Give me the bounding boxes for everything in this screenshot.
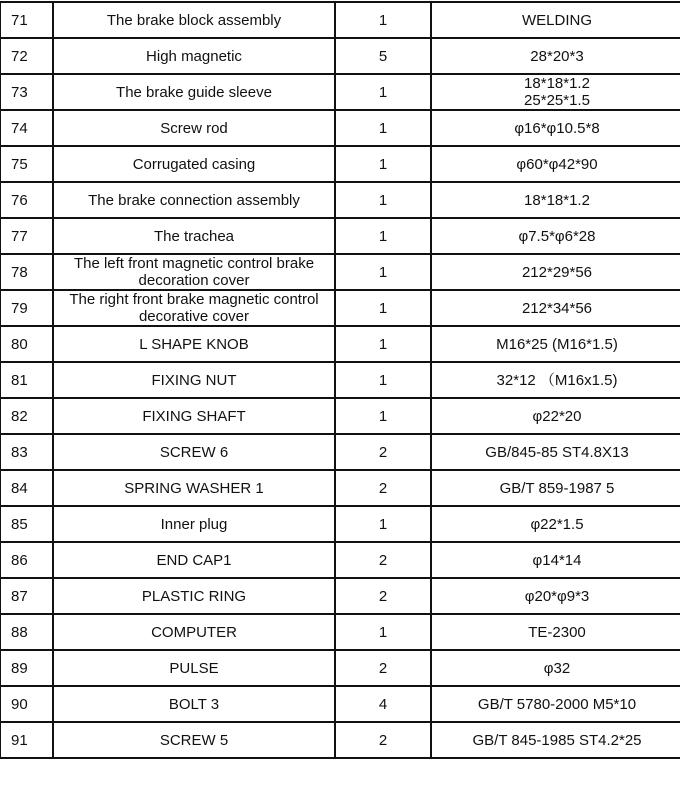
quantity-cell-text: 1 — [378, 263, 388, 281]
part-name-cell — [53, 650, 335, 686]
item-number-cell-text: 86 — [11, 551, 28, 569]
item-number-cell-text: 77 — [11, 227, 28, 245]
specification-cell-text: 28*20*3 — [530, 47, 584, 65]
item-number-cell — [0, 218, 53, 254]
specification-cell-text: φ14*14 — [532, 551, 582, 569]
item-number-cell-text: 89 — [11, 659, 28, 677]
quantity-cell — [335, 38, 431, 74]
quantity-cell-text: 1 — [378, 191, 388, 209]
specification-cell-text: GB/T 5780-2000 M5*10 — [477, 695, 637, 713]
quantity-cell — [335, 2, 431, 38]
table-row — [0, 650, 680, 686]
specification-cell — [431, 38, 680, 74]
part-name-cell-text: Screw rod — [160, 119, 228, 137]
specification-cell — [431, 614, 680, 650]
item-number-cell — [0, 650, 53, 686]
item-number-cell — [0, 398, 53, 434]
part-name-cell — [53, 218, 335, 254]
quantity-cell-text: 1 — [378, 119, 388, 137]
item-number-cell — [0, 74, 53, 110]
specification-cell-text: 25*25*1.5 — [524, 92, 590, 109]
specification-cell-text: M16*25 (M16*1.5) — [496, 335, 618, 353]
quantity-cell-text: 1 — [378, 299, 388, 317]
table-row — [0, 38, 680, 74]
specification-cell-text: φ32 — [543, 659, 571, 677]
part-name-cell-text: SPRING WASHER 1 — [124, 479, 264, 497]
specification-cell-text: 18*18*1.2 — [524, 75, 590, 92]
specification-cell-text: GB/T 845-1985 ST4.2*25 — [472, 731, 642, 749]
item-number-cell-text: 81 — [11, 371, 28, 389]
part-name-cell-text: The brake guide sleeve — [116, 83, 272, 101]
quantity-cell — [335, 362, 431, 398]
specification-cell-text: TE-2300 — [528, 623, 586, 641]
table-row — [0, 362, 680, 398]
quantity-cell — [335, 506, 431, 542]
table-row — [0, 722, 680, 758]
item-number-cell-text: 74 — [11, 119, 28, 137]
quantity-cell-text: 1 — [378, 83, 388, 101]
part-name-cell — [53, 38, 335, 74]
specification-cell-text: φ16*φ10.5*8 — [514, 119, 600, 137]
part-name-cell — [53, 110, 335, 146]
quantity-cell — [335, 290, 431, 326]
part-name-cell-text: The brake connection assembly — [88, 191, 300, 209]
quantity-cell-text: 1 — [378, 371, 388, 389]
specification-cell-text: WELDING — [521, 11, 592, 29]
part-name-cell — [53, 722, 335, 758]
specification-cell — [431, 146, 680, 182]
part-name-cell — [53, 398, 335, 434]
part-name-cell-text: SCREW 6 — [159, 443, 229, 461]
quantity-cell-text: 2 — [378, 731, 388, 749]
part-name-cell — [53, 578, 335, 614]
specification-cell — [431, 110, 680, 146]
specification-cell — [431, 506, 680, 542]
table-row — [0, 290, 680, 326]
quantity-cell — [335, 398, 431, 434]
quantity-cell — [335, 326, 431, 362]
table-row — [0, 110, 680, 146]
item-number-cell-text: 82 — [11, 407, 28, 425]
specification-cell — [431, 290, 680, 326]
table-row — [0, 218, 680, 254]
part-name-cell — [53, 686, 335, 722]
item-number-cell — [0, 578, 53, 614]
item-number-cell-text: 80 — [11, 335, 28, 353]
item-number-cell-text: 87 — [11, 587, 28, 605]
part-name-cell-text: END CAP1 — [156, 551, 232, 569]
quantity-cell — [335, 542, 431, 578]
table-row — [0, 2, 680, 38]
table-row — [0, 146, 680, 182]
table-row — [0, 74, 680, 110]
part-name-cell-text: decorative cover — [138, 308, 250, 325]
table-row — [0, 398, 680, 434]
part-name-cell-text: Inner plug — [160, 515, 228, 533]
quantity-cell — [335, 74, 431, 110]
specification-cell — [431, 470, 680, 506]
quantity-cell — [335, 578, 431, 614]
specification-cell-text: 212*34*56 — [521, 299, 593, 317]
quantity-cell — [335, 146, 431, 182]
item-number-cell-text: 71 — [11, 11, 28, 29]
item-number-cell — [0, 470, 53, 506]
item-number-cell-text: 91 — [11, 731, 28, 749]
item-number-cell — [0, 326, 53, 362]
quantity-cell-text: 1 — [378, 227, 388, 245]
quantity-cell — [335, 470, 431, 506]
specification-cell-text: 212*29*56 — [521, 263, 593, 281]
part-name-cell — [53, 506, 335, 542]
quantity-cell-text: 2 — [378, 443, 388, 461]
item-number-cell-text: 84 — [11, 479, 28, 497]
part-name-cell — [53, 146, 335, 182]
quantity-cell — [335, 110, 431, 146]
part-name-cell — [53, 326, 335, 362]
specification-cell — [431, 722, 680, 758]
specification-cell — [431, 650, 680, 686]
item-number-cell-text: 78 — [11, 263, 28, 281]
specification-cell-text: GB/T 859-1987 5 — [499, 479, 615, 497]
specification-cell — [431, 398, 680, 434]
part-name-cell-text: The left front magnetic control brake — [73, 255, 315, 272]
table-row — [0, 506, 680, 542]
part-name-cell-text: The trachea — [153, 227, 235, 245]
quantity-cell — [335, 650, 431, 686]
quantity-cell-text: 1 — [378, 515, 388, 533]
quantity-cell — [335, 218, 431, 254]
table-row — [0, 578, 680, 614]
part-name-cell — [53, 290, 335, 326]
quantity-cell — [335, 254, 431, 290]
quantity-cell — [335, 686, 431, 722]
table-row — [0, 254, 680, 290]
part-name-cell — [53, 74, 335, 110]
table-row — [0, 614, 680, 650]
specification-cell — [431, 2, 680, 38]
specification-cell-text: φ22*20 — [532, 407, 582, 425]
quantity-cell-text: 2 — [378, 659, 388, 677]
quantity-cell-text: 1 — [378, 155, 388, 173]
quantity-cell-text: 2 — [378, 479, 388, 497]
quantity-cell-text: 2 — [378, 587, 388, 605]
item-number-cell — [0, 38, 53, 74]
quantity-cell — [335, 722, 431, 758]
item-number-cell-text: 73 — [11, 83, 28, 101]
item-number-cell-text: 85 — [11, 515, 28, 533]
quantity-cell-text: 2 — [378, 551, 388, 569]
item-number-cell — [0, 290, 53, 326]
part-name-cell-text: PULSE — [169, 659, 219, 677]
specification-cell — [431, 578, 680, 614]
quantity-cell-text: 1 — [378, 335, 388, 353]
item-number-cell — [0, 110, 53, 146]
specification-cell — [431, 218, 680, 254]
item-number-cell — [0, 722, 53, 758]
part-name-cell — [53, 542, 335, 578]
specification-cell — [431, 686, 680, 722]
item-number-cell — [0, 146, 53, 182]
item-number-cell — [0, 686, 53, 722]
part-name-cell-text: L SHAPE KNOB — [139, 335, 249, 353]
part-name-cell — [53, 254, 335, 290]
part-name-cell — [53, 434, 335, 470]
specification-cell-text: φ60*φ42*90 — [516, 155, 598, 173]
specification-cell-text: φ22*1.5 — [530, 515, 584, 533]
part-name-cell-text: The right front brake magnetic control — [69, 291, 319, 308]
part-name-cell-text: SCREW 5 — [159, 731, 229, 749]
specification-cell — [431, 326, 680, 362]
item-number-cell — [0, 362, 53, 398]
part-name-cell-text: FIXING SHAFT — [142, 407, 246, 425]
item-number-cell-text: 88 — [11, 623, 28, 641]
specification-cell — [431, 182, 680, 218]
specification-cell-text: φ7.5*φ6*28 — [518, 227, 596, 245]
specification-cell — [431, 254, 680, 290]
part-name-cell — [53, 2, 335, 38]
table-row — [0, 182, 680, 218]
part-name-cell — [53, 614, 335, 650]
specification-cell — [431, 542, 680, 578]
item-number-cell — [0, 254, 53, 290]
item-number-cell-text: 76 — [11, 191, 28, 209]
part-name-cell-text: High magnetic — [146, 47, 242, 65]
part-name-cell-text: PLASTIC RING — [141, 587, 247, 605]
item-number-cell — [0, 614, 53, 650]
specification-cell — [431, 434, 680, 470]
item-number-cell-text: 72 — [11, 47, 28, 65]
quantity-cell-text: 5 — [378, 47, 388, 65]
part-name-cell-text: FIXING NUT — [151, 371, 237, 389]
table-row — [0, 686, 680, 722]
quantity-cell — [335, 182, 431, 218]
quantity-cell-text: 4 — [378, 695, 388, 713]
specification-cell-text: GB/845-85 ST4.8X13 — [485, 443, 629, 461]
part-name-cell — [53, 182, 335, 218]
specification-cell — [431, 74, 680, 110]
table-row — [0, 542, 680, 578]
part-name-cell-text: decoration cover — [138, 272, 250, 289]
quantity-cell-text: 1 — [378, 623, 388, 641]
table-row — [0, 434, 680, 470]
quantity-cell-text: 1 — [378, 11, 388, 29]
table-row — [0, 470, 680, 506]
quantity-cell — [335, 434, 431, 470]
item-number-cell-text: 75 — [11, 155, 28, 173]
part-name-cell-text: BOLT 3 — [168, 695, 220, 713]
item-number-cell — [0, 2, 53, 38]
part-name-cell — [53, 470, 335, 506]
item-number-cell-text: 83 — [11, 443, 28, 461]
table-row — [0, 326, 680, 362]
item-number-cell — [0, 434, 53, 470]
specification-cell-text: 32*12 （M16x1.5) — [496, 371, 618, 389]
item-number-cell-text: 90 — [11, 695, 28, 713]
specification-cell-text: φ20*φ9*3 — [524, 587, 590, 605]
item-number-cell — [0, 182, 53, 218]
quantity-cell — [335, 614, 431, 650]
item-number-cell — [0, 506, 53, 542]
item-number-cell-text: 79 — [11, 299, 28, 317]
quantity-cell-text: 1 — [378, 407, 388, 425]
part-name-cell-text: COMPUTER — [151, 623, 237, 641]
specification-cell-text: 18*18*1.2 — [524, 191, 590, 209]
part-name-cell-text: Corrugated casing — [132, 155, 256, 173]
part-name-cell — [53, 362, 335, 398]
parts-table — [0, 1, 680, 759]
part-name-cell-text: The brake block assembly — [106, 11, 282, 29]
specification-cell — [431, 362, 680, 398]
item-number-cell — [0, 542, 53, 578]
